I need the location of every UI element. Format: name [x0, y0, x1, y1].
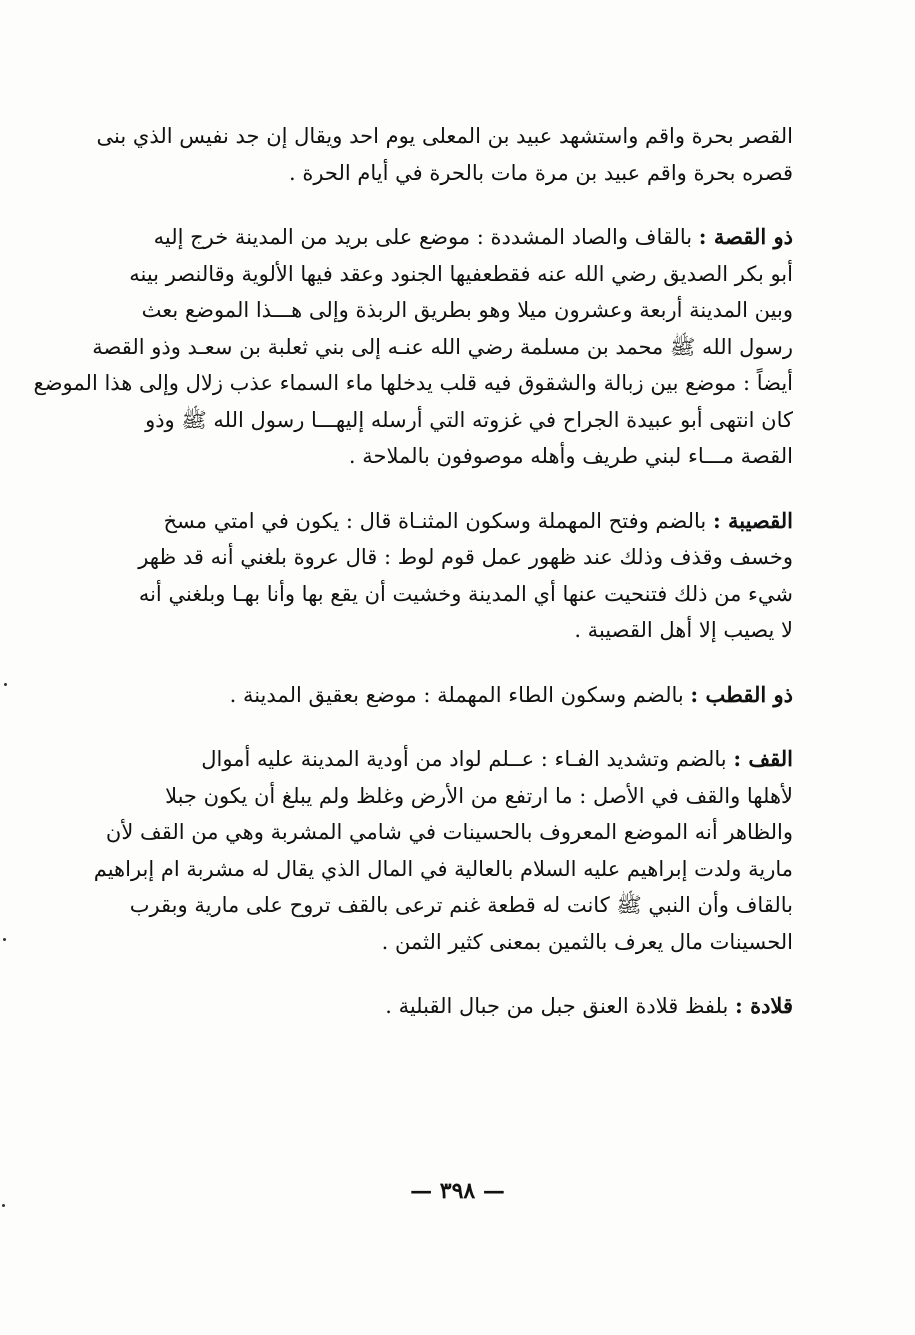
page-number: — ٣٩٨ — — [410, 1178, 505, 1204]
entry-qilada — [110, 988, 793, 1025]
text-line: لأهلها والقف في الأصل : ما ارتفع من الأرض وغلظ ولم يبلغ أن يكون جبلا — [165, 783, 793, 808]
entry-continuation — [96, 118, 793, 191]
text-line: مارية ولدت إبراهيم عليه السلام بالعالية في المال الذي يقال له مشربة ام إبراهيم — [93, 856, 793, 881]
margin-speck — [4, 683, 7, 686]
text-segment: بلفظ قلادة العنق جبل من جبال القبلية . — [385, 994, 729, 1018]
text-line — [110, 219, 793, 256]
entry-headword: قلادة : — [735, 993, 793, 1018]
entry-headword: ذو القطب : — [690, 681, 793, 707]
entry-headword: القصيبة : — [712, 507, 793, 533]
text-line: لا يصيب إلا أهل القصيبة . — [574, 618, 793, 642]
text-line: وبين المدينة أربعة وعشرون ميلا وهو بطريق الربذة وإلى هـــذا الموضع بعث — [141, 298, 793, 322]
entry-headword: القف : — [733, 746, 793, 771]
margin-speck — [3, 938, 6, 941]
text-segment: بالضم وتشديد الفـاء : عــلم لواد من أودية المدينة عليه أموال — [201, 747, 727, 771]
text-line — [110, 503, 793, 540]
text-line: كان انتهى أبو عبيدة الجراح في غزوته التي أرسله إليهـــا رسول الله ﷺ وذو — [145, 407, 793, 432]
entry-headword: ذو القصة : — [698, 224, 793, 249]
text-line: والظاهر أنه الموضع المعروف بالحسينات في شامي المشربة وهي من القف لأن — [105, 820, 793, 844]
text-line — [110, 988, 793, 1025]
text-segment: بالضم وفتح المهملة وسكون المثنـاة قال : يكون في امتي مسخ — [163, 508, 707, 533]
text-line: رسول الله ﷺ محمد بن مسلمة رضي الله عنـه إلى بني ثعلبة بن سعـد وذو القصة — [92, 334, 793, 359]
text-line: قصره بحرة واقم عبيد بن مرة مات بالحرة في أيام الحرة . — [288, 160, 793, 185]
text-line — [110, 741, 793, 778]
text-segment: بالضم وسكون الطاء المهملة : موضع بعقيق المدينة . — [229, 682, 684, 707]
text-line: الحسينات مال يعرف بالثمين بمعنى كثير الثمن . — [381, 929, 793, 954]
text-line: القصة مـــاء لبني طريف وأهله موصوفون بالملاحة . — [348, 444, 793, 468]
entry-dhu-al-qutb — [110, 677, 793, 714]
text-line: أبو بكر الصديق رضي الله عنه فقطعفيها الجنود وعقد فيها الألوية وقالنصر بينه — [129, 261, 793, 286]
text-line: أيضاً : موضع بين زبالة والشقوق فيه قلب يدخلها ماء السماء عذب زلال وإلى هذا الموضع — [33, 371, 793, 395]
entry-dhu-al-qussa — [33, 219, 793, 475]
text-segment: بالقاف والصاد المشددة : موضع على بريد من المدينة خرج إليه — [153, 225, 693, 249]
text-line — [110, 677, 793, 714]
entry-al-quff — [93, 741, 793, 960]
text-line: القصر بحرة واقم واستشهد عبيد بن المعلى يوم احد ويقال إن جد نفيس الذي بنى — [96, 124, 793, 148]
entry-al-qusayba — [110, 503, 793, 649]
text-line: شيء من ذلك فتنحيت عنها أي المدينة وخشيت أن يقع بها وأنا بهـا وبلغني أنه — [138, 581, 793, 606]
margin-speck — [2, 1204, 5, 1207]
text-line: بالقاف وأن النبي ﷺ كانت له قطعة غنم ترعى بالقف تروح على مارية وبقرب — [129, 893, 793, 917]
page-body — [33, 118, 793, 1053]
text-line: وخسف وقذف وذلك عند ظهور عمل قوم لوط : قال عروة بلغني أنه قد ظهر — [138, 545, 793, 569]
